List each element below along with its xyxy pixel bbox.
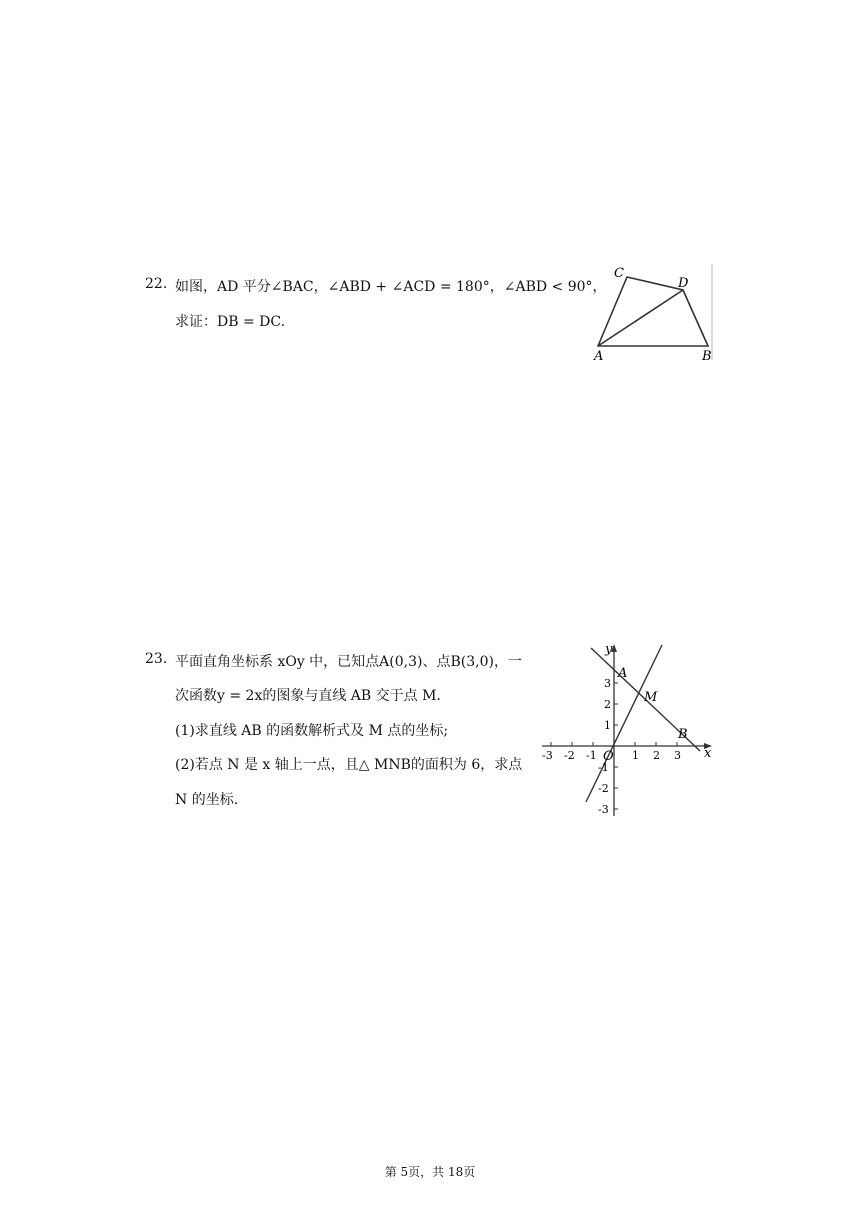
x-tick-label: 2	[653, 749, 660, 762]
question-text-line: (2)若点 N 是 x 轴上一点，且△ MNB的面积为 6，求点	[175, 757, 523, 773]
quadrilateral-figure	[588, 262, 716, 362]
coordinate-figure	[538, 638, 722, 820]
question-text-line: 如图，AD 平分∠BAC，∠ABD + ∠ACD = 180°，∠ABD < 90°，	[175, 279, 607, 295]
figure-label-b: B	[702, 349, 712, 362]
x-tick-label: -1	[586, 749, 597, 762]
x-axis-label: x	[704, 746, 712, 761]
question-text-line: 次函数y = 2x的图象与直线 AB 交于点 M.	[175, 688, 441, 704]
x-tick-label: -3	[542, 749, 553, 762]
x-tick-label: 3	[674, 749, 681, 762]
x-tick-label: 1	[632, 749, 639, 762]
point-label-m: M	[644, 690, 658, 705]
question-text-line: 平面直角坐标系 xOy 中，已知点A(0,3)、点B(3,0)，一	[175, 654, 522, 670]
question-text-line: N 的坐标.	[175, 792, 239, 808]
question-number: 22.	[145, 276, 168, 292]
y-tick-label: 3	[604, 677, 611, 690]
point-label-a: A	[618, 666, 628, 681]
figure-label-a: A	[594, 349, 604, 362]
figure-label-d: D	[678, 276, 689, 291]
y-tick-label: 2	[604, 698, 611, 711]
point-label-b: B	[678, 727, 688, 742]
y-axis-label: y	[605, 642, 613, 657]
y-tick-label: 1	[604, 719, 611, 732]
figure-label-c: C	[614, 266, 624, 281]
page-footer: 第 5页，共 18页	[384, 1165, 476, 1179]
question-text-line: 求证：DB = DC.	[175, 314, 286, 330]
y-tick-label: -3	[598, 803, 609, 816]
y-tick-label: -2	[598, 782, 609, 795]
question-text-line: (1)求直线 AB 的函数解析式及 M 点的坐标;	[175, 723, 449, 739]
question-number: 23.	[145, 651, 168, 667]
origin-label: O	[603, 749, 614, 764]
x-tick-label: -2	[564, 749, 575, 762]
y-tick-label: -1	[598, 761, 609, 774]
